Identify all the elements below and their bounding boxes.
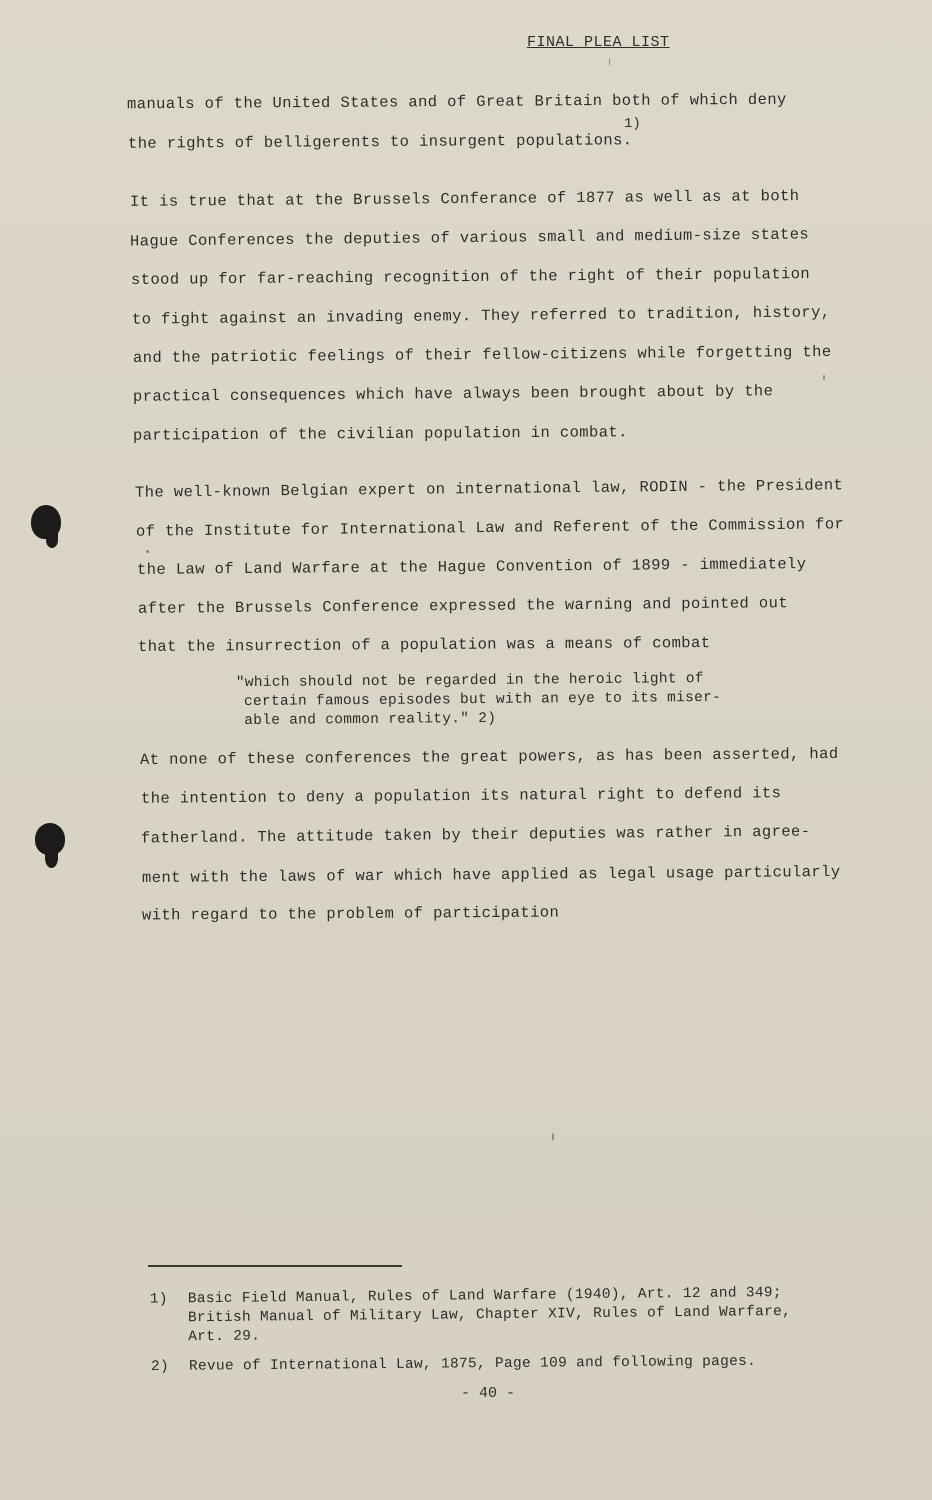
footnote-1 xyxy=(150,1283,851,1350)
footnote-2 xyxy=(151,1352,851,1380)
body-line: participation of the civilian population in combat. xyxy=(132,423,628,445)
footnote-separator xyxy=(148,1265,402,1267)
body-line: the rights of belligerents to insurgent populations. xyxy=(127,131,633,153)
body-line: manuals of the United States and of Great Britain both of which deny xyxy=(126,90,787,114)
quote-line: able and common reality." 2) xyxy=(244,710,497,730)
paper-speck xyxy=(146,550,149,553)
body-line: practical consequences which have always been brought about by the xyxy=(132,382,774,406)
footnote-line: British Manual of Military Law, Chapter XIV, Rules of Land Warfare, xyxy=(187,1303,792,1327)
punch-hole-tear xyxy=(46,532,58,548)
body-line: the Law of Land Warfare at the Hague Convention of 1899 - immediately xyxy=(136,555,807,579)
punch-hole-tear xyxy=(45,848,58,868)
paper-speck xyxy=(823,375,825,380)
quote-line: "which should not be regarded in the heroic light of xyxy=(235,671,704,692)
page-number: - 40 - xyxy=(461,1385,516,1402)
page-header-title: FINAL PLEA LIST xyxy=(527,34,670,51)
paper-speck xyxy=(609,58,610,66)
body-line: after the Brussels Conference expressed the warning and pointed out xyxy=(137,594,789,618)
body-line: Hague Conferences the deputies of various small and medium-size states xyxy=(129,225,810,251)
footnote-number: 2) xyxy=(150,1358,170,1376)
body-line: with regard to the problem of participation xyxy=(141,903,560,925)
footnote-line: Basic Field Manual, Rules of Land Warfare (1940), Art. 12 and 349; xyxy=(187,1285,782,1308)
body-line: The well-known Belgian expert on international law, RODIN - the President xyxy=(134,476,844,502)
footnote-line: Revue of International Law, 1875, Page 109 and following pages. xyxy=(188,1353,757,1375)
body-line: It is true that at the Brussels Conferance of 1877 as well as at both xyxy=(129,187,800,211)
body-line: stood up for far-reaching recognition of the right of their population xyxy=(130,265,811,289)
footnote-ref-1: 1) xyxy=(624,116,641,132)
body-line: At none of these conferences the great powers, as has been asserted, had xyxy=(139,744,839,770)
footnote-line: Art. 29. xyxy=(188,1328,261,1346)
body-line: of the Institute for International Law and Referent of the Commission for xyxy=(135,515,845,541)
body-line: and the patriotic feelings of their fellow-citizens while forgetting the xyxy=(132,342,832,368)
footnote-number: 1) xyxy=(149,1291,168,1308)
body-line: ment with the laws of war which have applied as legal usage particularly xyxy=(141,862,841,888)
quote-line: certain famous episodes but with an eye to its miser- xyxy=(243,689,722,711)
body-line: that the insurrection of a population was a means of combat xyxy=(137,634,711,656)
paper-speck xyxy=(552,1133,554,1141)
body-line: to fight against an invading enemy. They referred to tradition, history, xyxy=(131,303,831,329)
body-line: the intention to deny a population its natural right to defend its xyxy=(140,784,782,808)
block-quote xyxy=(236,670,722,731)
body-line: fatherland. The attitude taken by their deputies was rather in agree- xyxy=(140,822,811,848)
